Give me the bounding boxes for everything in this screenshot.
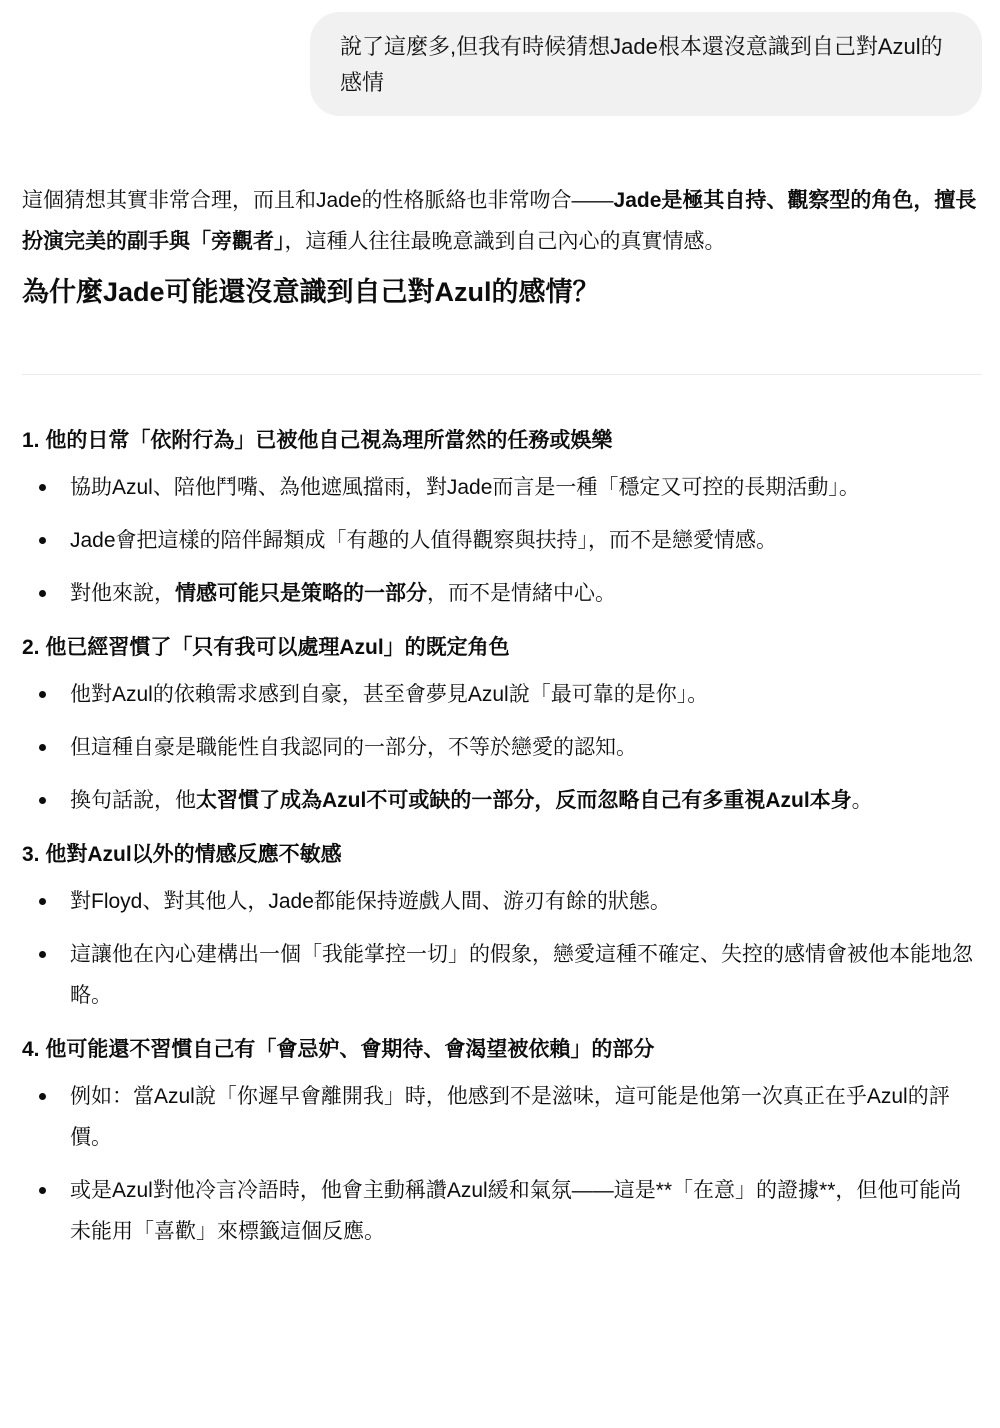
bullet-text: 對Floyd、對其他人，Jade都能保持遊戲人間、游刃有餘的狀態。 bbox=[70, 890, 671, 913]
bullet-item bbox=[22, 674, 982, 715]
bullet-dot-icon bbox=[39, 797, 46, 804]
bullet-dot-icon bbox=[39, 590, 46, 597]
intro-text: 這個猜想其實非常合理，而且和Jade的性格脈絡也非常吻合—— bbox=[22, 189, 614, 212]
bullet-bold-text: 太習慣了成為Azul不可或缺的一部分，反而忽略自己有多重視Azul本身 bbox=[196, 789, 852, 812]
points-list bbox=[22, 423, 982, 1252]
bullet-item bbox=[22, 520, 982, 561]
point-heading: 1. 他的日常「依附行為」已被他自己視為理所當然的任務或娛樂 bbox=[22, 429, 613, 452]
bullet-item bbox=[22, 934, 982, 1016]
bullet-text: 例如：當Azul說「你遲早會離開我」時，他感到不是滋味，這可能是他第一次真正在乎Azul的評價。 bbox=[70, 1085, 950, 1149]
bullet-text: 對他來說， bbox=[70, 582, 175, 605]
bullet-text: 或是Azul對他冷言冷語時，他會主動稱讚Azul緩和氣氛——這是**「在意」的證據**，但他可能尚未能用「喜歡」來標籤這個反應。 bbox=[70, 1179, 962, 1243]
bullet-text: Jade會把這樣的陪伴歸類成「有趣的人值得觀察與扶持」，而不是戀愛情感。 bbox=[70, 529, 778, 552]
bullet-text-end: 。 bbox=[851, 789, 873, 812]
bullet-text-end: ，而不是情緒中心。 bbox=[427, 582, 616, 605]
bullet-bold-text: 情感可能只是策略的一部分 bbox=[175, 582, 427, 605]
assistant-message bbox=[0, 180, 1000, 1252]
bullet-dot-icon bbox=[39, 1187, 46, 1194]
bullet-dot-icon bbox=[39, 1093, 46, 1100]
intro-paragraph bbox=[22, 180, 982, 262]
point-section bbox=[22, 1032, 982, 1252]
bullet-item bbox=[22, 1076, 982, 1158]
bullet-dot-icon bbox=[39, 537, 46, 544]
point-section bbox=[22, 423, 982, 614]
bullet-list bbox=[22, 881, 982, 1016]
point-section bbox=[22, 837, 982, 1016]
point-heading: 3. 他對Azul以外的情感反應不敏感 bbox=[22, 843, 342, 866]
section-title: 為什麼Jade可能還沒意識到自己對Azul的感情？ bbox=[22, 277, 600, 307]
bullet-list bbox=[22, 674, 982, 821]
bullet-dot-icon bbox=[39, 898, 46, 905]
bullet-list bbox=[22, 467, 982, 614]
bullet-text: 但這種自豪是職能性自我認同的一部分，不等於戀愛的認知。 bbox=[70, 736, 637, 759]
bullet-item bbox=[22, 573, 982, 614]
bullet-item bbox=[22, 780, 982, 821]
intro-bold-text: Jade是極其自持、觀察型的角色，擅長扮演完美的副手與「旁觀者」 bbox=[22, 189, 977, 253]
divider bbox=[22, 374, 982, 375]
bullet-text: 換句話說，他 bbox=[70, 789, 196, 812]
bullet-dot-icon bbox=[39, 744, 46, 751]
user-message-bubble: 說了這麼多,但我有時候猜想Jade根本還沒意識到自己對Azul的感情 bbox=[310, 12, 982, 116]
bullet-item bbox=[22, 467, 982, 508]
point-heading: 4. 他可能還不習慣自己有「會忌妒、會期待、會渴望被依賴」的部分 bbox=[22, 1038, 655, 1061]
bullet-text: 這讓他在內心建構出一個「我能掌控一切」的假象，戀愛這種不確定、失控的感情會被他本能地忽略。 bbox=[70, 943, 973, 1007]
bullet-dot-icon bbox=[39, 691, 46, 698]
intro-text-end: ，這種人往往最晚意識到自己內心的真實情感。 bbox=[284, 230, 726, 253]
point-heading: 2. 他已經習慣了「只有我可以處理Azul」的既定角色 bbox=[22, 636, 510, 659]
bullet-dot-icon bbox=[39, 951, 46, 958]
bullet-dot-icon bbox=[39, 484, 46, 491]
bullet-item bbox=[22, 1170, 982, 1252]
user-message-row bbox=[0, 0, 1000, 160]
bullet-text: 他對Azul的依賴需求感到自豪，甚至會夢見Azul說「最可靠的是你」。 bbox=[70, 683, 709, 706]
bullet-item bbox=[22, 881, 982, 922]
point-section bbox=[22, 630, 982, 821]
bullet-text: 協助Azul、陪他鬥嘴、為他遮風擋雨，對Jade而言是一種「穩定又可控的長期活動」。 bbox=[70, 476, 860, 499]
bullet-list bbox=[22, 1076, 982, 1252]
bullet-item bbox=[22, 727, 982, 768]
